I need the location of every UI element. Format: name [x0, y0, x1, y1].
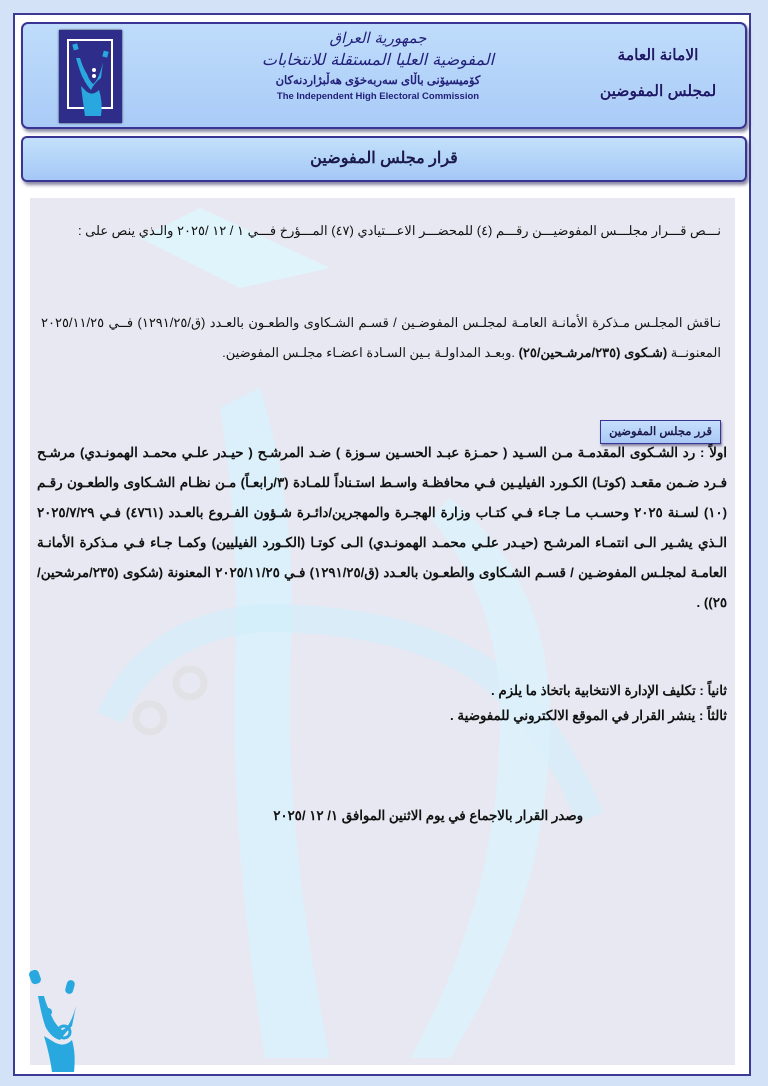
org-line-country: جمهورية العراق	[329, 29, 427, 47]
ihec-logo-icon	[59, 30, 122, 123]
department-line-2: لمجلس المفوضين	[599, 83, 717, 100]
discussion-paragraph	[41, 308, 721, 368]
decision-item-third: ثالثاً : ينشر القرار في الموقع الالكتروني للمفوضية .	[450, 708, 727, 723]
content-panel	[30, 198, 735, 1065]
footer-logo-icon	[26, 966, 86, 1076]
department-name	[583, 38, 733, 118]
discussion-text: نـاقش المجلـس مـذكرة الأمانـة العامـة لمجلـس المفوضـين / قسـم الشـكاوى والطعـون بالعـدد (ق/١٢٩١/٢٥) فــي ٢٠٢٥/١١/٢٥ المعنونــة	[41, 315, 721, 360]
decision-badge: قرر مجلس المفوضين	[600, 420, 721, 444]
document-title: قرار مجلس المفوضين	[21, 136, 747, 182]
letterhead	[21, 22, 747, 129]
intro-paragraph: نـــص قـــرار مجلـــس المفوضيـــن رقـــم (٤) للمحضـــر الاعـــتيادي (٤٧) المـــؤرخ فـــي ١ / ١٢ /٢٠٢٥ والـذي ينص على :	[77, 223, 721, 238]
decision-body	[30, 198, 735, 1065]
org-line-kurdish: كۆمیسیۆنی باڵای سەربەخۆی هەڵبژاردنەکان	[275, 75, 481, 87]
department-line-1: الامانة العامة	[617, 47, 699, 64]
decision-item-second: ثانياً : تكليف الإدارة الانتخابية باتخاذ ما يلزم .	[490, 683, 727, 698]
org-line-arabic: المفوضية العليا المستقلة للانتخابات	[261, 50, 495, 69]
commission-name	[243, 28, 513, 126]
issuance-statement: وصدر القرار بالاجماع في يوم الاثنين الموافق ١/ ١٢ /٢٠٢٥	[273, 808, 583, 823]
org-line-english: The Independent High Electoral Commission	[276, 91, 480, 102]
decision-item-first: اولاً : رد الشـكوى المقدمـة مـن السـيد ( حمـزة عبـد الحسـين سـوزة ) ضـد المرشـح ( حيـدر علـي محمـد الهمونـدي) مرشـح فـرد ضـمن مقعـد (كوتـا) الكـورد الفيليـين فـي محافظـة واسـط استـناداً للمـادة (٣/رابعـاً) مـن نظـام الشـكاوى والطعـون رقـم (١٠) لسـنة ٢٠٢٥ وحسـب مـا جـاء فـي كتـاب وزارة الهجـرة والمهجرين/دائـرة شـؤون الفـروع بالعـدد (٤٧٦١) فـي ٢٠٢٥/٧/٢٩ الـذي يشـير الـى انتمـاء المرشـح (حيـدر علـي محمـد الهمونـدي) الـى كوتـا (الكـورد الفيليين) وكمـا جـاء فـي مـذكرة الأمانـة العامـة لمجلـس المفوضـين / قسـم الشـكاوى والطعـون بالعـدد (ق/١٢٩١/٢٥) فـي ٢٠٢٥/١١/٢٥ المعنونة (شكوى (٢٣٥/مرشحين/٢٥)) .	[37, 445, 728, 610]
complaint-reference: (شـكوى (٢٣٥/مرشـحين/٢٥)	[518, 345, 668, 360]
discussion-text-end: .وبعـد المداولـة بـين السـادة اعضـاء مجلـس المفوضين.	[222, 345, 519, 360]
